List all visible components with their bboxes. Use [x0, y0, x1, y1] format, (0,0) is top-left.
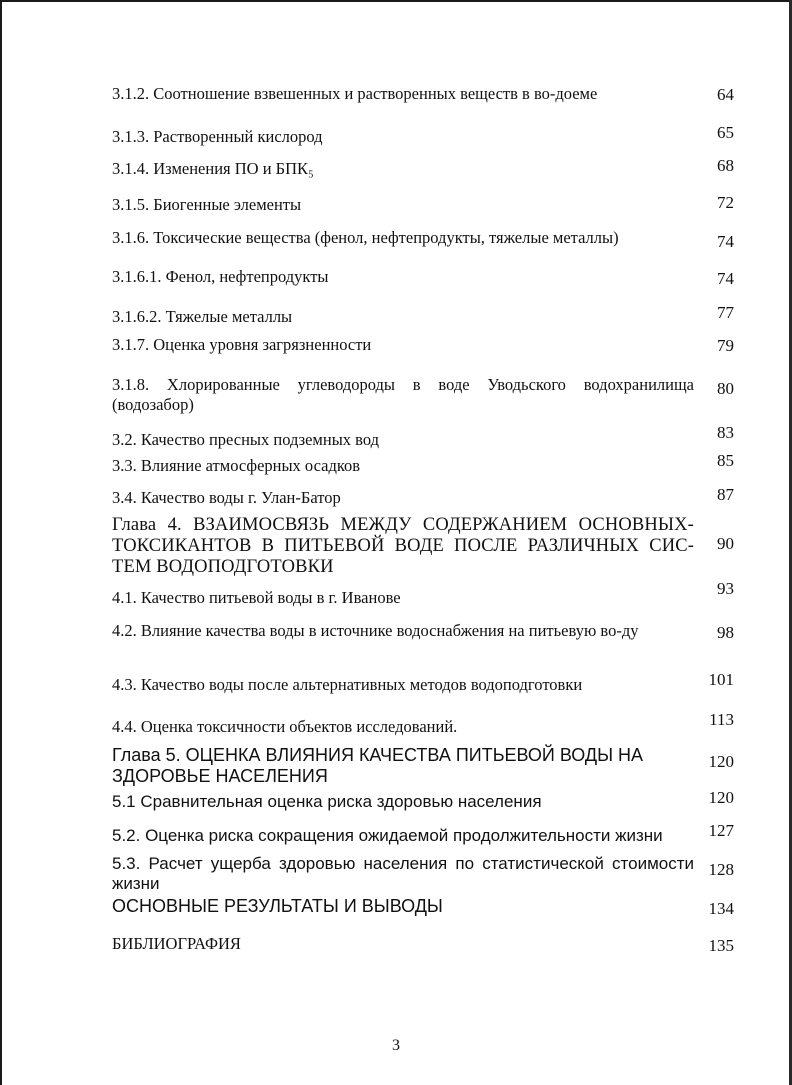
- toc-entry-title: 5.3. Расчет ущерба здоровью населения по статистической стоимости жизни: [112, 854, 694, 893]
- toc-entry-page: 93: [717, 579, 734, 598]
- toc-entry-page: 120: [708, 752, 734, 771]
- toc-entry-page: 120: [708, 788, 734, 807]
- toc-entry-title: 4.2. Влияние качества воды в источнике водоснабжения на питьевую во-ду: [112, 621, 639, 640]
- toc-entry-page: 74: [717, 232, 734, 251]
- toc-entry-page: 98: [717, 623, 734, 642]
- toc-chapter-title: Глава 4. ВЗАИМОСВЯЗЬ МЕЖДУ СОДЕРЖАНИЕМ ОСНОВНЫХ-ТОКСИКАНТОВ В ПИТЬЕВОЙ ВОДЕ ПОСЛЕ РАЗЛИЧНЫХ СИС-ТЕМ ВОДОПОДГОТОВКИ: [112, 515, 694, 577]
- toc-entry-page: 135: [708, 936, 734, 955]
- toc-entry-page: 101: [708, 670, 734, 689]
- toc-entry-page: 127: [708, 821, 734, 840]
- toc-entry-title: 3.1.3. Растворенный кислород: [112, 127, 323, 146]
- toc-entry-title: 3.1.6. Токсические вещества (фенол, нефтепродукты, тяжелые металлы): [112, 228, 619, 247]
- scan-border-left: [0, 0, 2, 1085]
- toc-entry-title: 3.1.6.1. Фенол, нефтепродукты: [112, 267, 329, 286]
- page-number: 3: [392, 1037, 400, 1054]
- toc-entry-page: 113: [709, 710, 734, 729]
- toc-entry-page: 85: [717, 451, 734, 470]
- toc-entry-page: 68: [717, 156, 734, 175]
- toc-entry-title: 3.1.5. Биогенные элементы: [112, 195, 302, 214]
- toc-entry-page: 83: [717, 423, 734, 442]
- toc-entry-title: 3.1.4. Изменения ПО и БПК₅: [112, 159, 314, 178]
- toc-entry-title: 4.3. Качество воды после альтернативных методов водоподготовки: [112, 675, 583, 694]
- toc-entry-title: 3.3. Влияние атмосферных осадков: [112, 456, 361, 475]
- toc-entry-title: 3.1.7. Оценка уровня загрязненности: [112, 335, 372, 354]
- toc-entry-title: 3.1.6.2. Тяжелые металлы: [112, 307, 293, 326]
- toc-entry-title: 5.1 Сравнительная оценка риска здоровью населения: [112, 792, 542, 811]
- toc-entry-page: 64: [717, 85, 734, 104]
- toc-entry-page: 72: [717, 193, 734, 212]
- toc-entry-page: 77: [717, 303, 734, 322]
- toc-entry-page: 74: [717, 269, 734, 288]
- toc-entry-title: 3.1.8. Хлорированные углеводороды в воде Уводьского водохранилища (водозабор): [112, 375, 694, 414]
- toc-entry-page: 65: [717, 123, 734, 142]
- toc-entry-title: 3.2. Качество пресных подземных вод: [112, 430, 379, 449]
- toc-heading-title: БИБЛИОГРАФИЯ: [112, 934, 241, 953]
- toc-entry-page: 90: [717, 534, 734, 553]
- toc-entry-title: 5.2. Оценка риска сокращения ожидаемой продолжительности жизни: [112, 826, 663, 845]
- toc-entry-page: 128: [708, 860, 734, 879]
- toc-entry-title: 3.4. Качество воды г. Улан-Батор: [112, 488, 341, 507]
- toc-entry-page: 80: [717, 379, 734, 398]
- toc-entry-page: 87: [717, 485, 734, 504]
- toc-entry-page: 79: [717, 336, 734, 355]
- scan-border-top: [0, 0, 792, 2]
- toc-entry-title: 4.1. Качество питьевой воды в г. Иванове: [112, 588, 401, 607]
- toc-heading-title: ОСНОВНЫЕ РЕЗУЛЬТАТЫ И ВЫВОДЫ: [112, 896, 443, 916]
- toc-entry-title: 3.1.2. Соотношение взвешенных и растворенных веществ в во-доеме: [112, 84, 598, 103]
- toc-chapter-title: Глава 5. ОЦЕНКА ВЛИЯНИЯ КАЧЕСТВА ПИТЬЕВОЙ ВОДЫ НА ЗДОРОВЬЕ НАСЕЛЕНИЯ: [112, 745, 644, 786]
- toc-entry-title: 4.4. Оценка токсичности объектов исследований.: [112, 717, 458, 736]
- toc-entry-page: 134: [708, 899, 734, 918]
